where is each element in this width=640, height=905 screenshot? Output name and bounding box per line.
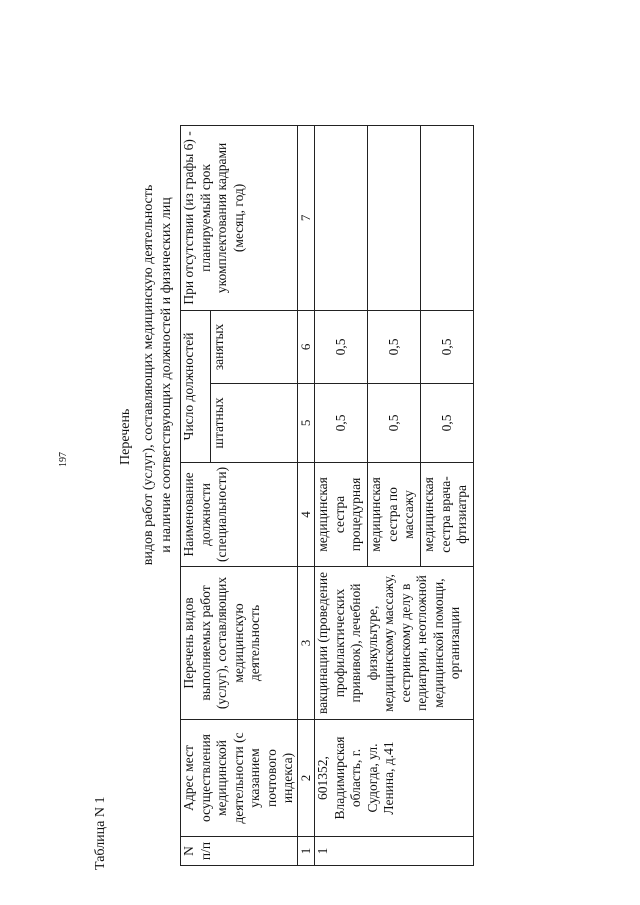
page-number: 197	[58, 452, 69, 467]
row-works: вакцинации (проведение профилактических прививок), лечебной физкультуре, медицинскому массажу, сестринскому делу в педиатрии, неотложной медицинской помощи, организации	[315, 567, 474, 720]
header-occupied: занятых	[211, 310, 297, 383]
position-staff: 0,5	[315, 383, 368, 462]
position-plan	[315, 125, 368, 310]
position-name: медицинская сестра процедурная	[315, 462, 368, 566]
column-number: 4	[297, 462, 315, 566]
position-staff: 0,5	[421, 383, 474, 462]
header-num: N п/п	[181, 837, 298, 866]
position-name: медицинская сестра по массажу	[368, 462, 421, 566]
position-plan	[421, 125, 474, 310]
document-title: Перечень	[118, 408, 133, 465]
row-address: 601352, Владимирская область, г. Судогда, ул. Ленина, д.41	[315, 720, 474, 837]
document-subtitle	[140, 25, 176, 725]
column-number: 3	[297, 567, 315, 720]
table-label: Таблица N 1	[93, 796, 108, 870]
position-staff: 0,5	[368, 383, 421, 462]
column-number: 2	[297, 720, 315, 837]
header-address: Адрес мест осуществления медицинской деятельности (с указанием почтового индекса)	[181, 720, 298, 837]
position-plan	[368, 125, 421, 310]
positions-table	[180, 125, 474, 866]
column-number: 7	[297, 125, 315, 310]
position-occupied: 0,5	[368, 310, 421, 383]
column-number: 1	[297, 837, 315, 866]
subtitle-line-2: и наличие соответствующих должностей и физических лиц	[159, 197, 174, 553]
header-works: Перечень видов выполняемых работ (услуг), составляющих медицинскую деятельность	[181, 567, 298, 720]
column-number: 6	[297, 310, 315, 383]
table-row	[315, 125, 368, 865]
subtitle-line-1: видов работ (услуг), составляющих медицинскую деятельность	[141, 184, 156, 566]
header-position: Наименование должности (специальности)	[181, 462, 298, 566]
header-staff: штатных	[211, 383, 297, 462]
column-number: 5	[297, 383, 315, 462]
row-number: 1	[315, 837, 474, 866]
header-plan: При отсутствии (из графы 6) - планируемый срок укомплектования кадрами (месяц, год)	[181, 125, 298, 310]
table-header-row	[181, 125, 211, 865]
position-occupied: 0,5	[315, 310, 368, 383]
column-number-row	[297, 125, 315, 865]
position-occupied: 0,5	[421, 310, 474, 383]
header-positions-count: Число должностей	[181, 310, 211, 462]
position-name: медицинская сестра врача-фтизиатра	[421, 462, 474, 566]
